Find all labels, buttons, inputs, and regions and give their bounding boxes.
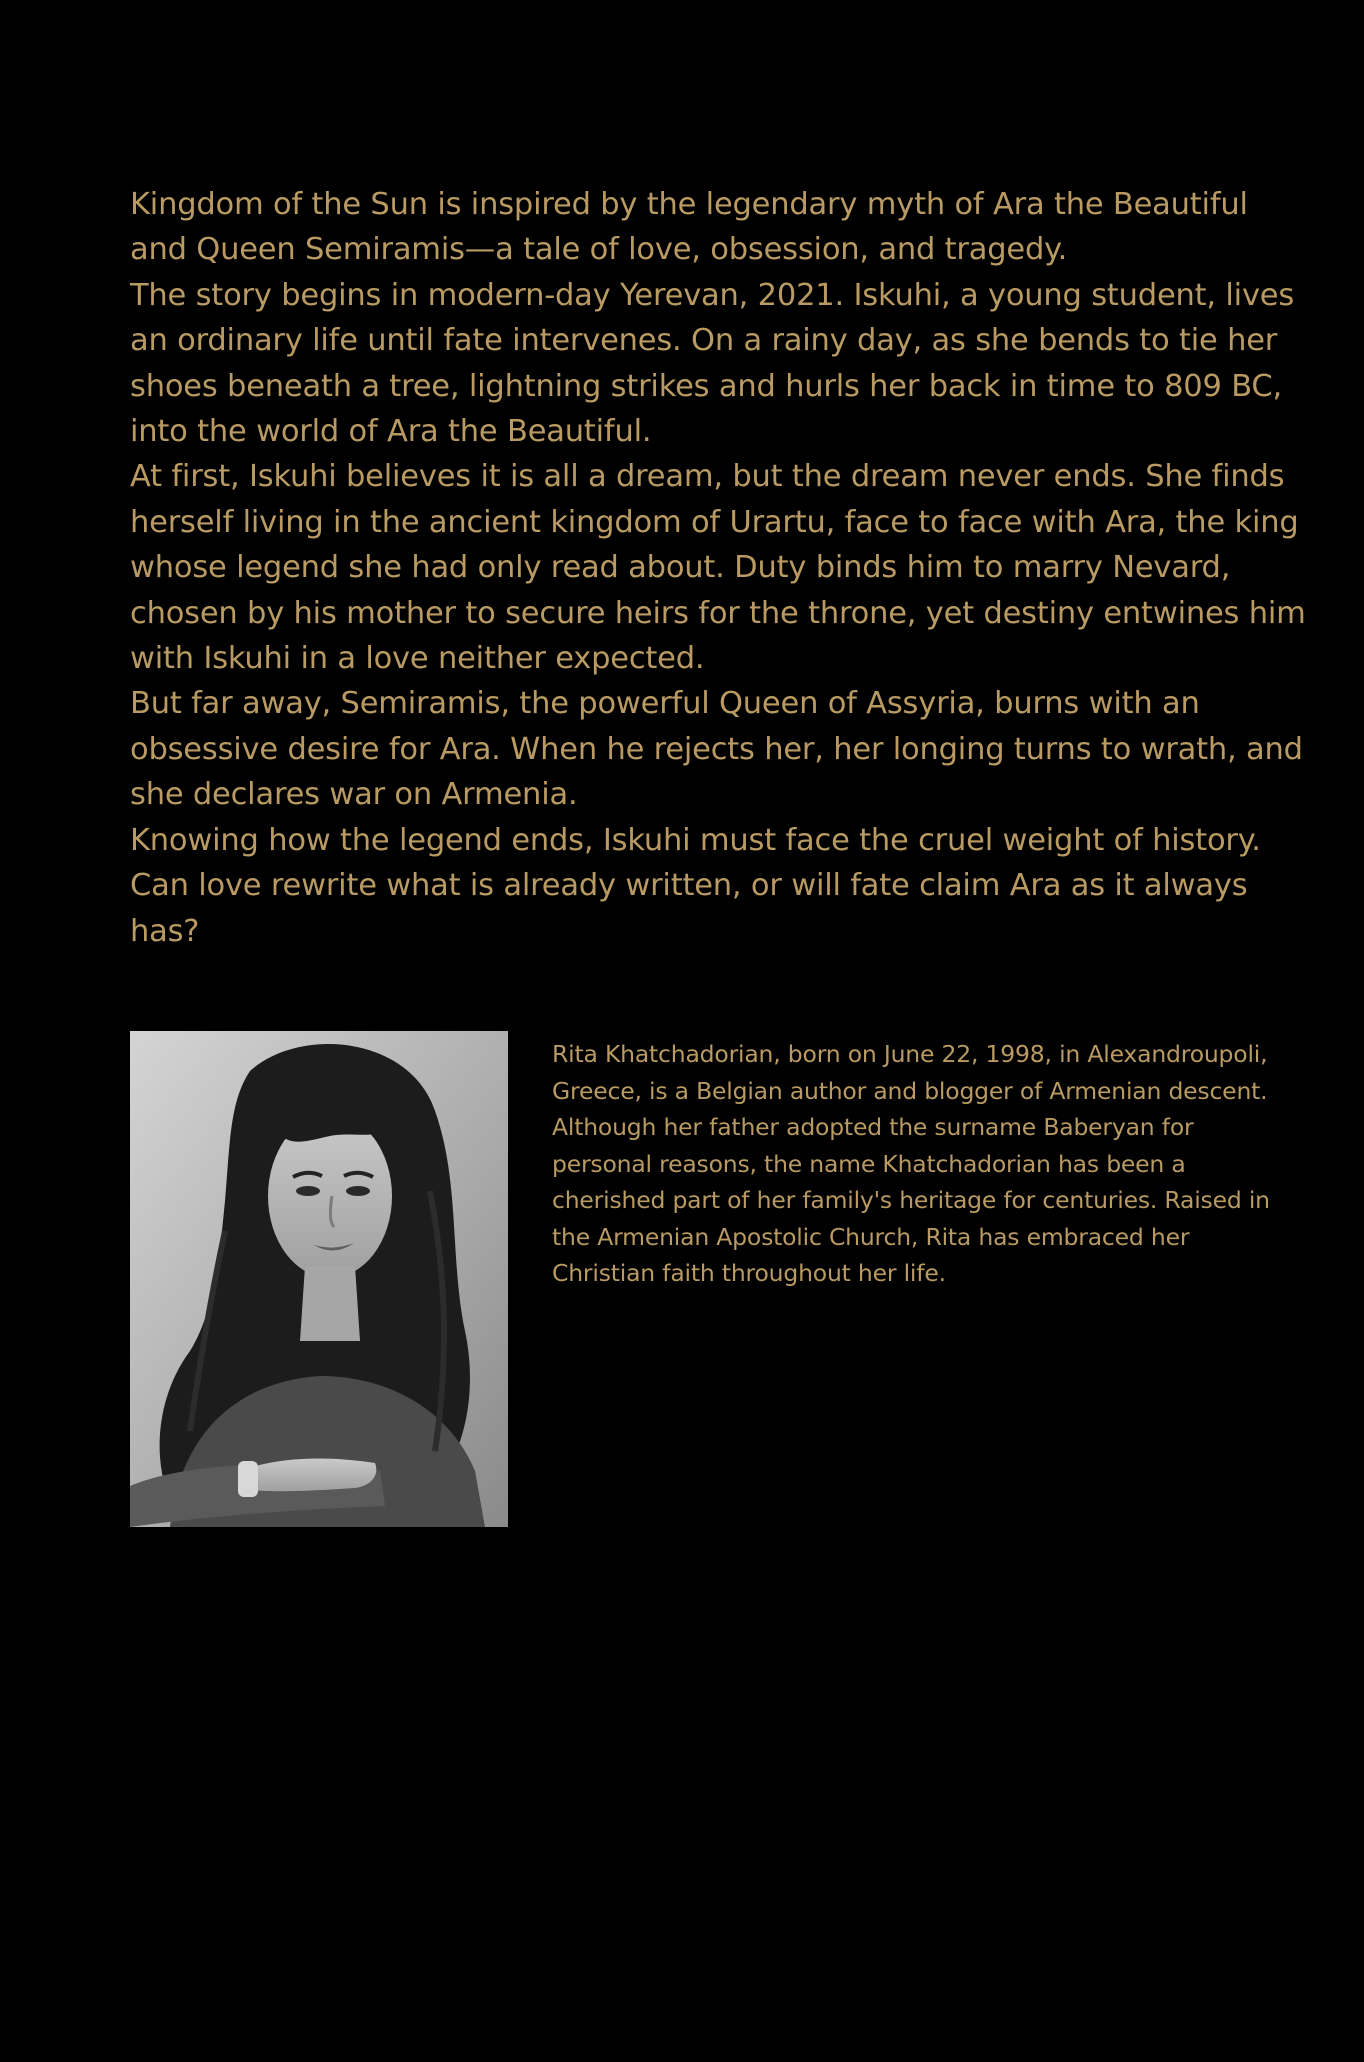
synopsis-paragraph-1: Kingdom of the Sun is inspired by the legendary myth of Ara the Beautiful and Queen Semiramis—a tale of love, obsession, and tragedy. bbox=[130, 187, 1248, 268]
author-bio bbox=[552, 1036, 1292, 1292]
synopsis-paragraph-4: But far away, Semiramis, the powerful Queen of Assyria, burns with an obsessive desire for Ara. When he rejects her, her longing turns to wrath, and she declares war on Armenia. bbox=[130, 686, 1303, 813]
synopsis-paragraph-2: The story begins in modern-day Yerevan, 2021. Iskuhi, a young student, lives an ordinary life until fate intervenes. On a rainy day, as she bends to tie her shoes beneath a tree, lightning strikes and hurls her back in time to 809 BC, into the world of Ara the Beautiful. bbox=[130, 277, 1295, 450]
author-portrait-illustration bbox=[130, 1031, 508, 1527]
author-photo bbox=[130, 1031, 508, 1527]
author-bio-text: Rita Khatchadorian, born on June 22, 1998, in Alexandroupoli, Greece, is a Belgian author and blogger of Armenian descent. Although her father adopted the surname Baberyan for personal reasons, the name Khatchadorian has been a cherished part of her family's heritage for centuries. Raised in the Armenian Apostolic Church, Rita has embraced her Christian faith throughout her life. bbox=[552, 1040, 1270, 1287]
book-synopsis bbox=[130, 182, 1310, 954]
synopsis-paragraph-5: Knowing how the legend ends, Iskuhi must face the cruel weight of history. Can love rewrite what is already written, or will fate claim Ara as it always has? bbox=[130, 822, 1261, 949]
synopsis-paragraph-3: At first, Iskuhi believes it is all a dream, but the dream never ends. She finds herself living in the ancient kingdom of Urartu, face to face with Ara, the king whose legend she had only read about. Duty binds him to marry Nevard, chosen by his mother to secure heirs for the throne, yet destiny entwines him with Iskuhi in a love neither expected. bbox=[130, 459, 1306, 677]
